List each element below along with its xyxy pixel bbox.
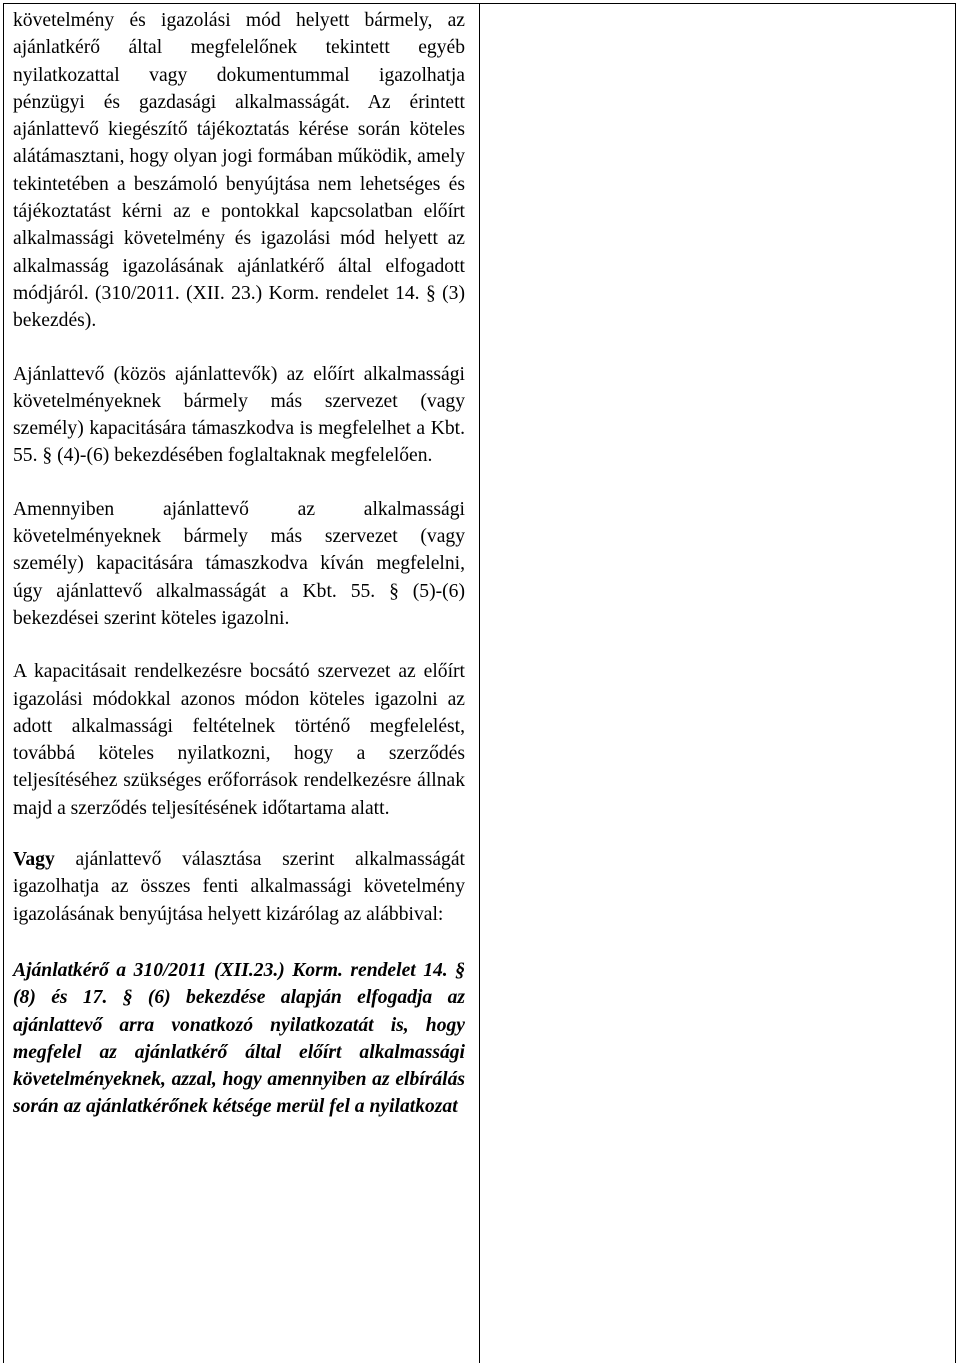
document-table <box>3 3 956 1363</box>
paragraph-alternative-proof-text: ajánlattevő választása szerint alkalmasságát igazolhatja az összes fenti alkalmassági követelmény igazolásának benyújtása helyett kizárólag az alábbival: <box>13 849 465 925</box>
paragraph-providing-entity: A kapacitásait rendelkezésre bocsátó szervezet az előírt igazolási módokkal azonos módon köteles igazolni az adott alkalmassági feltételnek történő megfelelést, továbbá köteles nyilatkozni, hogy a szerződés teljesítéséhez szükséges erőforrások rendelkezésre állnak majd a szerződés teljesítésének időtartama alatt. <box>13 661 465 819</box>
paragraph-declaration-accepted: Ajánlatkérő a 310/2011 (XII.23.) Korm. rendelet 14. § (8) és 17. § (6) bekezdése alapján elfogadja az ajánlattevő arra vonatkozó nyilatkozatát is, hogy megfelel az ajánlatkérő által előírt alkalmassági követelményeknek, azzal, hogy amennyiben az elbírálás során az ajánlatkérőnek kétsége merül fel a nyilatkozat <box>13 959 465 1118</box>
column-divider <box>479 4 480 1363</box>
paragraph-joint-bidders-capacity: Ajánlattevő (közös ajánlattevők) az előírt alkalmassági követelményeknek bármely más szervezet (vagy személy) kapacitására támaszkodva is megfelelhet a Kbt. 55. § (4)-(6) bekezdésében foglaltaknak megfelelően. <box>13 363 465 467</box>
paragraph-financial-capacity: követelmény és igazolási mód helyett bármely, az ajánlatkérő által megfelelőnek tekintett egyéb nyilatkozattal vagy dokumentummal igazolhatja pénzügyi és gazdasági alkalmasságát. Az érintett ajánlattevő kiegészítő tájékoztatás kérése során köteles alátámasztani, hogy olyan jogi formában működik, amely tekintetében a beszámoló benyújtása nem lehetséges és tájékoztatást kérni az e pontokkal kapcsolatban előírt alkalmassági követelmény és igazolási mód helyett az alkalmasság igazolásának ajánlatkérő által elfogadott módjáról. (310/2011. (XII. 23.) Korm. rendelet 14. § (3) bekezdés). <box>13 10 465 332</box>
emphasis-or: Vagy <box>13 849 55 871</box>
paragraph-other-entity-capacity: Amennyiben ajánlattevő az alkalmassági követelményeknek bármely más szervezet (vagy személy) kapacitására támaszkodva kíván megfelelni, úgy ajánlattevő alkalmasságát a Kbt. 55. § (5)-(6) bekezdései szerint köteles igazolni. <box>13 498 465 629</box>
paragraph-alternative-proof <box>13 846 465 928</box>
left-column-cell <box>13 7 465 1121</box>
